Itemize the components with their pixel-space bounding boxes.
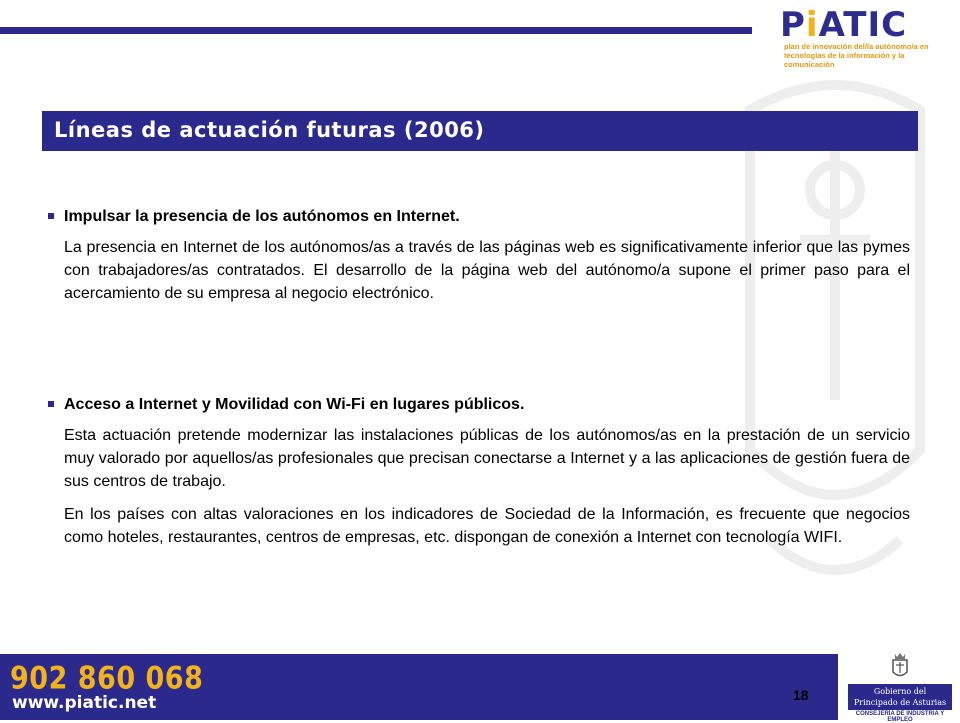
gov-department: CONSEJERÍA DE INDUSTRIA Y EMPLEO xyxy=(855,711,945,723)
title-bar xyxy=(42,111,918,151)
bullet-square-icon xyxy=(48,213,54,219)
gobierno-asturias-logo xyxy=(848,652,952,723)
gov-name-box: Gobierno del Principado de Asturias xyxy=(848,684,952,710)
page-title: Líneas de actuación futuras (2006) xyxy=(54,118,485,142)
top-rule xyxy=(0,27,752,34)
section-wifi xyxy=(44,396,910,549)
section-impulsar xyxy=(44,208,910,305)
bullet-square-icon xyxy=(48,401,54,407)
footer-phone: 902 860 068 xyxy=(10,661,204,697)
page-number: 18 xyxy=(793,687,809,703)
logo-tagline-2: tecnologías de la información y la comunicación xyxy=(784,51,905,69)
footer-website-link[interactable]: www.piatic.net xyxy=(12,693,157,713)
piatic-logo xyxy=(780,5,950,69)
logo-wordmark: PiATIC xyxy=(780,5,908,45)
logo-tagline-1: plan de innovación del/la autónomo/a en xyxy=(784,42,929,51)
section-paragraph: Esta actuación pretende modernizar las instalaciones públicas de los autónomos/as en la prestación de un servicio muy valorado por aquellos/as profesionales que precisan conectarse a Internet y a las aplicaciones de gestión fuera de sus centros de trabajo. xyxy=(64,427,910,490)
section-heading: Acceso a Internet y Movilidad con Wi-Fi en lugares públicos. xyxy=(44,396,910,414)
asturias-crest-icon xyxy=(890,652,910,680)
section-paragraph: La presencia en Internet de los autónomos/as a través de las páginas web es significativamente inferior que las pymes con trabajadores/as contratados. El desarrollo de la página web del autónomo/a supone el primer paso para el acercamiento de su empresa al negocio electrónico. xyxy=(64,239,910,302)
section-heading: Impulsar la presencia de los autónomos en Internet. xyxy=(44,208,910,226)
section-paragraph: En los países con altas valoraciones en los indicadores de Sociedad de la Información, es frecuente que negocios como hoteles, restaurantes, centros de empresas, etc. dispongan de conexión a Internet con tecnología WIFI. xyxy=(64,506,910,546)
